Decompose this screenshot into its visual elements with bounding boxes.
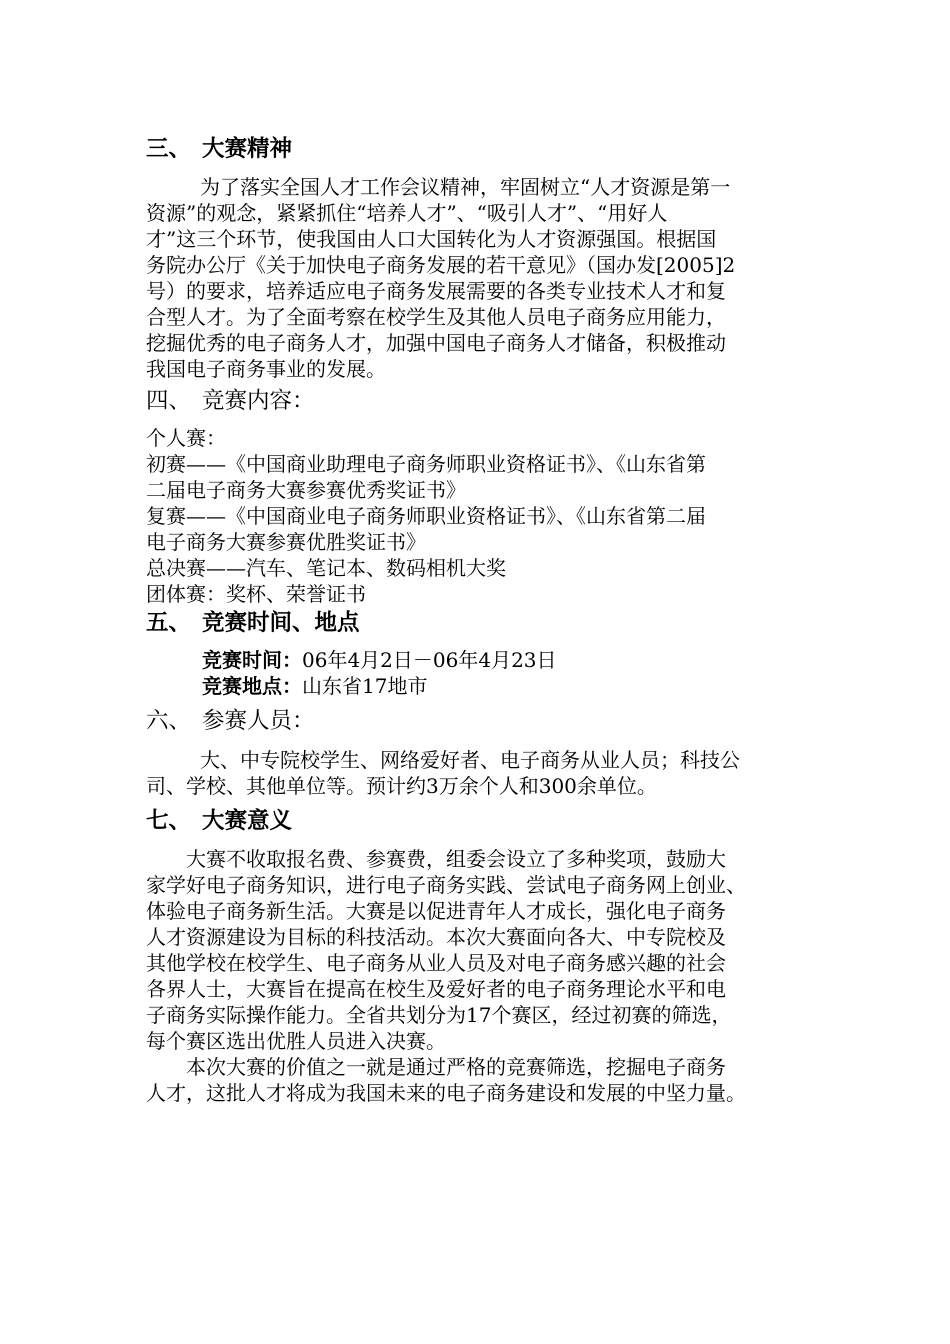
section-heading-3: [146, 134, 292, 164]
section-title: 竞赛内容：: [202, 388, 315, 414]
paragraph-line: 挖掘优秀的电子商务人才，加强中国电子商务人才储备，积极推动: [146, 331, 726, 355]
paragraph-line: 体验电子商务新生活。大赛是以促进青年人才成长，强化电子商务: [146, 899, 726, 923]
paragraph-line: 为了落实全国人才工作会议精神，牢固树立“人才资源是第一: [200, 175, 731, 199]
item-value: 06年4月2日－06年4月23日: [302, 648, 557, 672]
item-value: 山东省17地市: [302, 674, 428, 698]
paragraph-line: 号）的要求，培养适应电子商务发展需要的各类专业技术人才和复: [146, 279, 726, 303]
paragraph-line: 子商务实际操作能力。全省共划分为17个赛区，经过初赛的筛选，: [146, 1003, 732, 1027]
competition-time: [202, 647, 557, 673]
item-label: 竞赛地点：: [202, 674, 302, 698]
paragraph-line: 我国电子商务事业的发展。: [146, 357, 386, 381]
section-number: 四、: [146, 388, 192, 414]
paragraph-line: 电子商务大赛参赛优胜奖证书》: [146, 530, 426, 554]
paragraph-line: 其他学校在校学生、电子商务从业人员及对电子商务感兴趣的社会: [146, 951, 726, 975]
section-number: 三、: [146, 136, 192, 162]
section-title: 大赛精神: [202, 136, 293, 162]
section-number: 五、: [146, 610, 192, 636]
paragraph-line: 大赛不收取报名费、参赛费，组委会设立了多种奖项，鼓励大: [186, 847, 726, 871]
paragraph-line: 团体赛：奖杯、荣誉证书: [146, 582, 366, 606]
paragraph-line: 务院办公厅《关于加快电子商务发展的若干意见》（国办发[2005]2: [146, 253, 736, 277]
paragraph-line: 家学好电子商务知识，进行电子商务实践、尝试电子商务网上创业、: [146, 873, 746, 897]
paragraph-line: 司、学校、其他单位等。预计约3万余个人和300余单位。: [146, 774, 657, 798]
competition-location: [202, 673, 427, 699]
section-title: 竞赛时间、地点: [202, 610, 360, 636]
paragraph-line: 二届电子商务大赛参赛优秀奖证书》: [146, 478, 466, 502]
paragraph-line: 资源”的观念，紧紧抓住“培养人才”、“吸引人才”、“用好人: [146, 201, 668, 225]
paragraph-line: 个人赛：: [146, 426, 226, 450]
section-heading-5: [146, 608, 360, 638]
paragraph-line: 每个赛区选出优胜人员进入决赛。: [146, 1029, 446, 1053]
item-label: 竞赛时间：: [202, 648, 302, 672]
paragraph-line: 才”这三个环节，使我国由人口大国转化为人才资源强国。根据国: [146, 227, 717, 251]
paragraph-line: 总决赛——汽车、笔记本、数码相机大奖: [146, 556, 506, 580]
paragraph-line: 本次大赛的价值之一就是通过严格的竞赛筛选，挖掘电子商务: [186, 1055, 726, 1079]
paragraph-line: 初赛——《中国商业助理电子商务师职业资格证书》、《山东省第: [146, 452, 706, 476]
paragraph-line: 复赛——《中国商业电子商务师职业资格证书》、《山东省第二届: [146, 504, 706, 528]
section-number: 七、: [146, 808, 192, 834]
section-number: 六、: [146, 708, 192, 734]
paragraph-line: 大、中专院校学生、网络爱好者、电子商务从业人员；科技公: [200, 748, 740, 772]
section-heading-6: [146, 706, 315, 736]
section-title: 大赛意义: [202, 808, 293, 834]
section-title: 参赛人员：: [202, 708, 315, 734]
paragraph-line: 人才，这批人才将成为我国未来的电子商务建设和发展的中坚力量。: [146, 1081, 746, 1105]
paragraph-line: 人才资源建设为目标的科技活动。本次大赛面向各大、中专院校及: [146, 925, 726, 949]
section-heading-4: [146, 386, 315, 416]
paragraph-line: 各界人士，大赛旨在提高在校生及爱好者的电子商务理论水平和电: [146, 977, 726, 1001]
paragraph-line: 合型人才。为了全面考察在校学生及其他人员电子商务应用能力，: [146, 305, 726, 329]
section-heading-7: [146, 806, 292, 836]
